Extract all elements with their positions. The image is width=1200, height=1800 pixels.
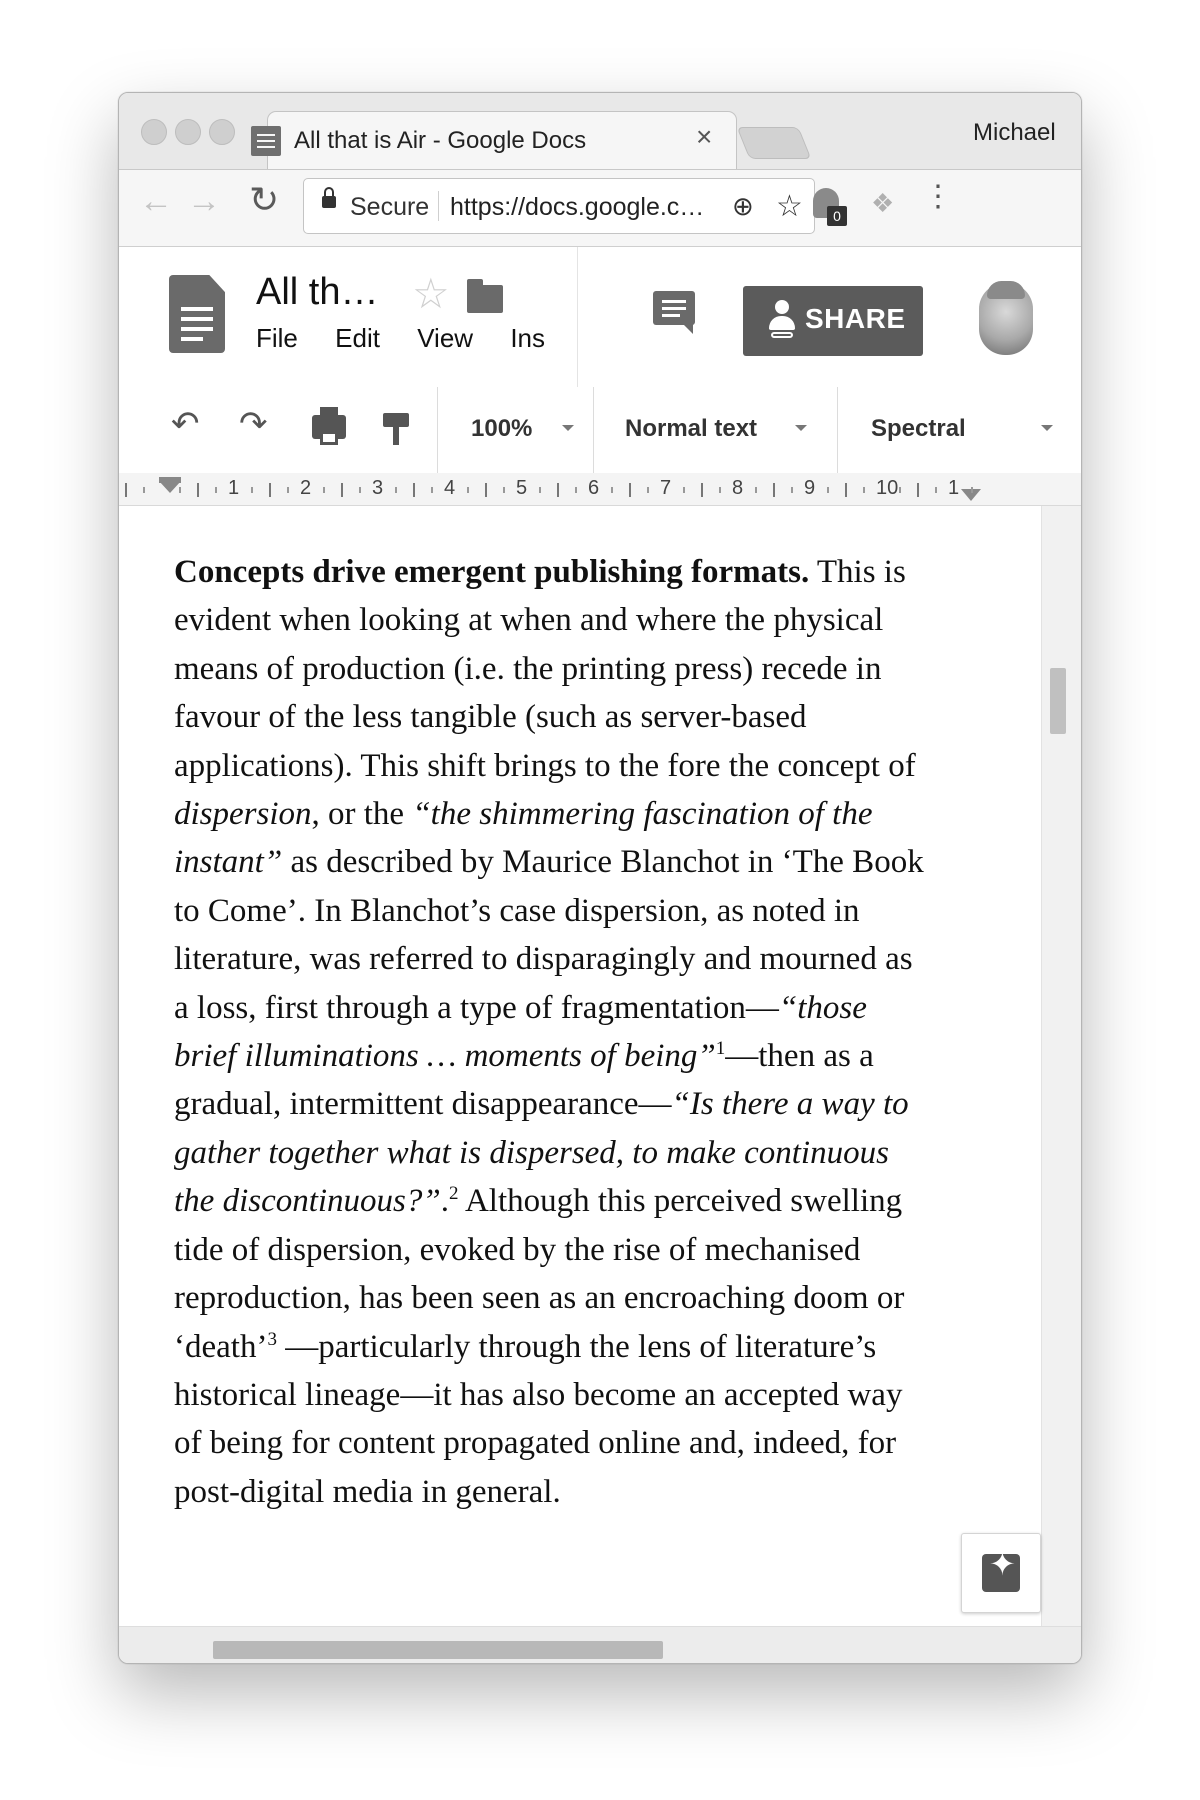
docs-logo-icon[interactable]: [169, 275, 225, 353]
tab-title[interactable]: All that is Air - Google Docs: [294, 127, 587, 154]
ruler-tick: [611, 487, 613, 493]
ruler-tick: [359, 487, 361, 493]
text-run: —particularly through the lens of literature’s historical lineage—it has also become an accepted way of being for content propagated online and, indeed, for post-digital media in general.: [174, 1328, 903, 1510]
menu-edit[interactable]: Edit: [335, 323, 380, 353]
ruler-number: 9: [804, 477, 816, 499]
ruler-tick: [827, 487, 829, 493]
style-select[interactable]: Normal text: [625, 415, 758, 442]
ruler-number: 8: [732, 477, 744, 499]
ruler-tick: [935, 487, 937, 493]
address-divider: [438, 191, 439, 221]
sparkle-icon: ✦: [989, 1546, 1016, 1582]
paragraph-lead: Concepts drive emergent publishing formats.: [174, 554, 810, 590]
ruler-tick: [269, 483, 271, 497]
horizontal-scrollbar[interactable]: [119, 1626, 1081, 1664]
text-run: Although this perceived swelling tide of dispersion, evoked by the rise of mechanised reproduction, has been seen as an encroaching doom or ‘death’: [174, 1183, 905, 1365]
ruler-tick: [323, 487, 325, 493]
share-person-icon: [767, 300, 797, 340]
ruler-tick: [917, 483, 919, 497]
text-run: —then as a gradual, intermittent disappearance—: [174, 1038, 874, 1123]
ruler-tick: [557, 483, 559, 497]
ruler[interactable]: [119, 473, 1081, 506]
url-text[interactable]: https://docs.google.c…: [450, 193, 705, 221]
ruler-tick: [197, 483, 199, 497]
toolbar-separator: [437, 387, 438, 473]
ruler-number: 6: [588, 477, 600, 499]
ruler-number: 1: [228, 477, 240, 499]
italic-run: dispersion: [174, 796, 312, 833]
menu-insert[interactable]: Ins: [510, 323, 545, 353]
browser-menu-icon[interactable]: ⋮: [923, 180, 953, 213]
dropbox-icon[interactable]: ❖: [871, 188, 895, 218]
document-title[interactable]: All th…: [256, 271, 379, 313]
footnote-ref[interactable]: 3: [267, 1328, 277, 1350]
avatar[interactable]: [979, 283, 1033, 355]
ruler-tick: [791, 487, 793, 493]
ruler-tick: [395, 487, 397, 493]
ruler-tick: [485, 483, 487, 497]
ruler-tick: [539, 487, 541, 493]
zoom-select[interactable]: 100%: [471, 415, 533, 442]
forward-arrow-icon[interactable]: →: [187, 182, 221, 220]
ruler-tick: [863, 487, 865, 493]
ruler-number: 10: [876, 477, 899, 499]
toolbar-separator: [593, 387, 594, 473]
font-caret-icon: [1041, 425, 1053, 431]
comment-icon[interactable]: [653, 291, 695, 325]
text-run: , or the: [311, 796, 413, 833]
style-caret-icon: [795, 425, 807, 431]
folder-icon[interactable]: [467, 285, 503, 313]
ruler-tick: [215, 487, 217, 493]
ruler-tick: [413, 483, 415, 497]
ruler-tick: [701, 483, 703, 497]
share-button[interactable]: [743, 286, 923, 356]
left-indent-marker[interactable]: [159, 481, 181, 493]
explore-button[interactable]: [961, 1533, 1041, 1613]
ruler-tick: [647, 487, 649, 493]
text-run: as described by Maurice Blanchot in ‘The Book to Come’. In Blanchot’s case dispersion, as noted in literature, was referred to disparagingly and mourned as a loss, first through a type of fragmentation—: [174, 844, 924, 1026]
quote-run: “Is there a way to gather together what is dispersed, to make continuous the discontinuous?”: [174, 1086, 909, 1220]
ruler-tick: [143, 487, 145, 493]
browser-window: [118, 92, 1082, 1664]
close-window-button[interactable]: [141, 119, 167, 145]
docs-tab-icon: [251, 126, 281, 156]
menu-file[interactable]: File: [256, 323, 298, 353]
print-icon[interactable]: [312, 415, 346, 439]
ruler-tick: [467, 487, 469, 493]
ruler-tick: [899, 487, 901, 493]
ruler-tick: [971, 487, 973, 493]
quote-run: “those brief illuminations … moments of being”: [174, 989, 867, 1075]
font-select[interactable]: Spectral: [871, 415, 966, 442]
ruler-tick: [845, 483, 847, 497]
address-bar[interactable]: [303, 178, 815, 234]
extension-badge: 0: [827, 206, 847, 226]
vertical-scroll-thumb[interactable]: [1050, 668, 1066, 734]
ruler-number: 1: [948, 477, 960, 499]
back-arrow-icon[interactable]: ←: [139, 182, 173, 220]
footnote-ref[interactable]: 1: [715, 1038, 726, 1060]
vertical-scrollbar[interactable]: [1041, 506, 1081, 1626]
ruler-tick: [683, 487, 685, 493]
docs-header: [119, 247, 1081, 388]
ruler-tick: [251, 487, 253, 493]
zoom-caret-icon: [562, 425, 574, 431]
footnote-ref[interactable]: 2: [449, 1183, 459, 1205]
profile-name[interactable]: Michael: [973, 119, 1056, 146]
redo-icon[interactable]: ↷: [239, 405, 268, 443]
tab-close-icon[interactable]: ×: [696, 121, 713, 152]
reload-icon[interactable]: ↻: [249, 179, 280, 220]
menu-bar: [256, 323, 575, 354]
horizontal-scroll-thumb[interactable]: [213, 1641, 663, 1659]
ruler-tick: [575, 487, 577, 493]
ruler-number: 3: [372, 477, 384, 499]
star-icon[interactable]: ☆: [412, 270, 450, 317]
ruler-tick: [629, 483, 631, 497]
minimize-window-button[interactable]: [175, 119, 201, 145]
format-toolbar: [119, 387, 1081, 474]
menu-view[interactable]: View: [417, 323, 474, 353]
zoom-window-button[interactable]: [209, 119, 235, 145]
text-run: This is evident when looking at when and where the physical means of production (i.e. the printing press) recede in favour of the less tangible (such as server-based applications). This shift brings to the fore the concept of: [174, 554, 916, 784]
undo-icon[interactable]: ↶: [171, 405, 200, 443]
ruler-tick: [755, 487, 757, 493]
header-divider: [577, 247, 578, 387]
ruler-tick: [179, 487, 181, 493]
zoom-icon[interactable]: ⊕: [732, 191, 754, 221]
lock-icon: [322, 196, 336, 208]
share-label: SHARE: [805, 303, 906, 334]
ruler-number: 2: [300, 477, 312, 499]
ruler-tick: [125, 483, 127, 497]
title-bar: [119, 93, 1081, 169]
text-run: .: [440, 1183, 450, 1220]
ruler-number: 4: [444, 477, 456, 499]
secure-label: Secure: [350, 193, 430, 221]
document-paragraph[interactable]: [174, 548, 934, 1516]
ruler-tick: [719, 487, 721, 493]
browser-toolbar: [119, 169, 1081, 247]
toolbar-separator: [837, 387, 838, 473]
quote-run: “the shimmering fascination of the instant”: [174, 796, 873, 881]
ruler-number: 7: [660, 477, 672, 499]
ruler-number: 5: [516, 477, 528, 499]
ruler-tick: [431, 487, 433, 493]
ruler-tick: [341, 483, 343, 497]
bookmark-star-icon[interactable]: ☆: [776, 190, 803, 223]
ruler-tick: [503, 487, 505, 493]
ruler-tick: [773, 483, 775, 497]
document-canvas[interactable]: [119, 506, 1041, 1626]
ruler-tick: [287, 487, 289, 493]
new-tab-button[interactable]: [737, 127, 812, 159]
paint-format-icon[interactable]: [383, 413, 409, 427]
